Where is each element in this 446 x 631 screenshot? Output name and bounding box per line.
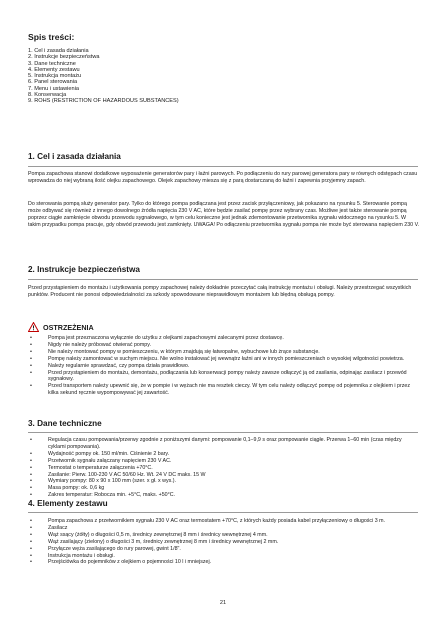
section-divider xyxy=(28,512,418,513)
toc-item: 8. Konserwacja xyxy=(28,92,67,99)
warning-triangle-icon xyxy=(28,322,39,332)
bullet: • xyxy=(30,471,32,478)
toc-item: 9. ROHS (RESTRICTION OF HAZARDOUS SUBSTANCES) xyxy=(28,98,179,105)
bullet: • xyxy=(30,552,32,559)
section-divider xyxy=(28,432,418,433)
section-1-heading: 1. Cel i zasada działania xyxy=(28,152,121,161)
bullet: • xyxy=(30,348,32,355)
bullet: • xyxy=(30,362,32,369)
list-item: • Wąż zasilający (zielony) o długości 3 m, średnicy zewnętrznej 8 mm i średnicy wewnętrznej 2 mm. xyxy=(30,538,279,545)
kit-contents-list xyxy=(28,518,420,566)
section-3-heading: 3. Dane techniczne xyxy=(28,419,102,428)
list-item: • Pompa jest przeznaczona wyłącznie do użytku z olejkami zapachowymi zalecanymi przez dostawcę. xyxy=(30,335,284,341)
bullet: • xyxy=(30,383,32,390)
bullet: • xyxy=(30,545,32,552)
warning-title: OSTRZEŻENIA xyxy=(43,322,94,332)
list-item: • Termostat o temperaturze załączenia +70°C. xyxy=(30,464,153,471)
list-item: • Przejściówka do pojemników z olejkiem o pojemności 10 l i mniejszej. xyxy=(30,559,212,566)
bullet: • xyxy=(30,464,32,471)
list-item: • Instrukcja montażu i obsługi. xyxy=(30,552,115,559)
bullet: • xyxy=(30,450,32,457)
list-item: • Zakres temperatur: Robocza min. +5°C, maks. +50°C. xyxy=(30,492,175,499)
page-number: 21 xyxy=(219,600,227,606)
section-1-paragraph-1: Pompa zapachowa stanowi dodatkowe wyposażenie generatorów pary i łaźni parowych. Po podłączeniu do rury parowej generatora pary w równych odstępach czasu wprowadza do niej wybraną ilość olejku zapachowego. Olejek zapachowy miesza się z parą dostarczaną do łaźni i zapewnia przyjemny zapach. xyxy=(28,171,418,184)
list-item: • Wąż ssący (żółty) o długości 0,5 m, średnicy zewnętrznej 8 mm i średnicy wewnętrznej 4 mm. xyxy=(30,531,268,538)
section-2-paragraph-1: Przed przystąpieniem do montażu i użytkowania pompy zapachowej należy dokładnie przeczytać całą instrukcję montażu i obsługi. Należy przestrzegać wszystkich punktów. Producent nie ponosi odpowiedzialności za szkody spowodowane nieprawidłowym montażem lub błędną obsługą pompy. xyxy=(28,285,412,298)
list-item: • Przed przystąpieniem do montażu, demontażu, podłączania lub konserwacji pompy należy zawsze odłączyć ją od zasilania, odpinając zasilacz i przewód sygnałowy. xyxy=(30,369,407,383)
list-item: • Wydajność pompy ok. 150 ml/min. Ciśnienie 2 bary. xyxy=(30,450,170,457)
list-item: • Nie należy montować pompy w pomieszczeniu, w którym znajdują się łatwopalne, wybuchowe lub żrące substancje. xyxy=(30,348,320,355)
list-item: • Wymiary pompy: 80 x 90 x 100 mm (szer. x gł. x wys.). xyxy=(30,478,176,485)
section-divider xyxy=(28,166,418,167)
section-1-paragraph-2: Do sterowania pompą służy generator pary. Tylko do którego pompa podłączana jest przez zacisk przyłączeniowy, jak pokazano na rysunku 5. Sterowanie pompą może odbywać się również z innego dowolnego źródła napięcia 230 V AC, które będzie zasilać pompę przez wybrany czas. Możliwe jest także sterowanie pompą poprzez ciągłe zamknięcie obwodu przewodu sygnałowego, w tym celu konieczne jest jednak zdemontowanie przetwornika sygnału widocznego na rysunku 5. W takim przypadku pompa pracuje, gdy obwód przewodu jest zamknięty. UWAGA! Po odłączeniu przetwornika sygnału pompa nie może być sterowana napięciem 230 V. xyxy=(28,201,420,228)
toc-title: Spis treści: xyxy=(28,32,75,42)
technical-data-list xyxy=(28,437,420,499)
bullet: • xyxy=(30,457,32,464)
toc-item: 2. Instrukcje bezpieczeństwa xyxy=(28,54,100,61)
toc-item: 3. Dane techniczne xyxy=(28,60,76,67)
list-item: • Regulacja czasu pompowania/przerwy zgodnie z poniższymi danymi: pompowanie 0,1–9,9 s oraz pompowanie ciągłe. Przerwa 1–60 min (czas między cyklami pompowania). xyxy=(30,437,402,450)
bullet: • xyxy=(30,335,32,341)
section-divider xyxy=(28,279,418,280)
list-item: • Należy regularnie sprawdzać, czy pompa działa prawidłowo. xyxy=(30,362,190,369)
list-item: • Przetwornik sygnału załączany napięciem 230 V AC. xyxy=(30,457,172,464)
toc-item: 5. Instrukcja montażu xyxy=(28,73,82,80)
section-4-heading: 4. Elementy zestawu xyxy=(28,499,108,508)
bullet: • xyxy=(30,341,32,348)
bullet: • xyxy=(30,369,32,376)
list-item: • Pompę należy zamontować w suchym miejscu. Nie wolno instalować jej wewnątrz łaźni ani w innych pomieszczeniach o wysokiej wilgotności powietrza. xyxy=(30,355,405,362)
toc-item: 4. Elementy zestawu xyxy=(28,66,80,73)
bullet: • xyxy=(30,518,32,524)
warning-list xyxy=(28,335,420,397)
toc-item: 6. Panel sterowania xyxy=(28,79,78,86)
table-of-contents xyxy=(28,48,179,105)
list-item: • Przyłącze węża zasilającego do rury parowej, gwint 1/8". xyxy=(30,545,181,552)
bullet: • xyxy=(30,531,32,538)
section-2-heading: 2. Instrukcje bezpieczeństwa xyxy=(28,265,140,274)
bullet: • xyxy=(30,492,32,499)
toc-item: 7. Menu i ustawienia xyxy=(28,85,79,92)
list-item: • Zasilacz xyxy=(30,524,68,531)
bullet: • xyxy=(30,559,32,566)
list-item: • Nigdy nie należy próbować otwierać pompy. xyxy=(30,341,151,348)
list-item: • Zasilanie: Pierw. 100-230 V AC 50/60 Hz. Wt. 24 V DC maks. 15 W xyxy=(30,471,206,478)
toc-item: 1. Cel i zasada działania xyxy=(28,48,89,54)
bullet: • xyxy=(30,485,32,492)
list-item: • Masa pompy: ok. 0,6 kg xyxy=(30,485,105,492)
bullet: • xyxy=(30,524,32,531)
bullet: • xyxy=(30,355,32,362)
bullet: • xyxy=(30,437,32,443)
bullet: • xyxy=(30,538,32,545)
bullet: • xyxy=(30,478,32,485)
list-item: • Przed transportem należy upewnić się, że w pompie i w wężach nie ma resztek cieczy. W tym celu należy odłączyć pompę od pojemnika z olejkiem i przez kilka sekund ręcznie wypompowywać jej zawartość. xyxy=(30,383,411,397)
warning-header xyxy=(28,322,94,332)
list-item: • Pompa zapachowa z przetwornikiem sygnału 230 V AC oraz termostatem +70°C, z których każdy posiada kabel przyłączeniowy o długości 3 m. xyxy=(30,518,386,524)
